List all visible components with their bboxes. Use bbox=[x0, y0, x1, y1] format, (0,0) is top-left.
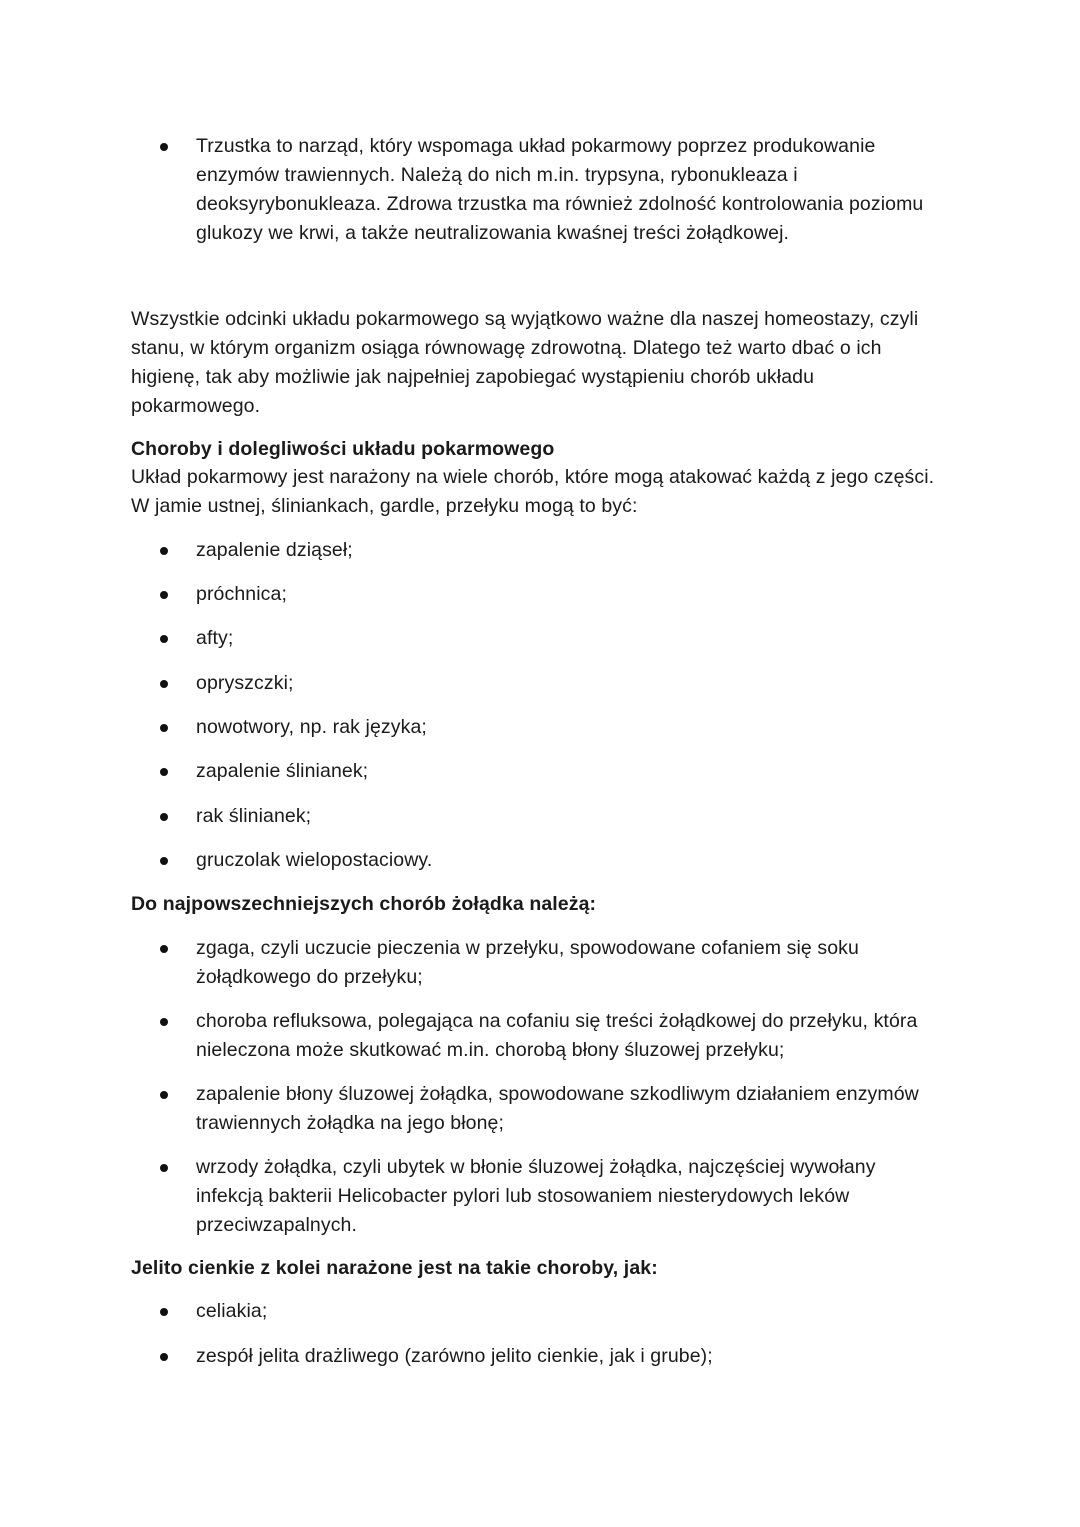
bullet-icon bbox=[160, 1164, 168, 1172]
section-heading: Do najpowszechniejszych chorób żołądka należą: bbox=[131, 893, 597, 915]
list-item-text: choroba refluksowa, polegająca na cofaniu się treści żołądkowej do przełyku, która nieleczona może skutkować m.in. chorobą błony śluzowej przełyku; bbox=[196, 1010, 918, 1061]
section-heading: Jelito cienkie z kolei narażone jest na takie choroby, jak: bbox=[131, 1257, 658, 1279]
diseases-intro-paragraph: Układ pokarmowy jest narażony na wiele chorób, które mogą atakować każdą z jego części. W jamie ustnej, śliniankach, gardle, przełyku mogą to być: bbox=[131, 466, 935, 517]
list-item-text: zgaga, czyli uczucie pieczenia w przełyku, spowodowane cofaniem się soku żołądkowego do przełyku; bbox=[196, 937, 859, 988]
bullet-icon bbox=[160, 1308, 168, 1316]
bullet-icon bbox=[160, 813, 168, 821]
list-item-text: gruczolak wielopostaciowy. bbox=[196, 849, 433, 871]
list-item-text: zapalenie dziąseł; bbox=[196, 539, 353, 561]
list-item-text: nowotwory, np. rak języka; bbox=[196, 716, 427, 738]
bullet-icon bbox=[160, 591, 168, 599]
bullet-icon bbox=[160, 1018, 168, 1026]
bullet-icon bbox=[160, 1091, 168, 1099]
pancreas-bullet-text: Trzustka to narząd, który wspomaga układ pokarmowy poprzez produkowanie enzymów trawiennych. Należą do nich m.in. trypsyna, rybonukleaza i deoksyrybonukleaza. Zdrowa trzustka ma również zdolność kontrolowania poziomu glukozy we krwi, a także neutralizowania kwaśnej treści żołądkowej. bbox=[196, 135, 924, 244]
list-item-text: afty; bbox=[196, 627, 234, 649]
list-item-text: zapalenie ślinianek; bbox=[196, 760, 369, 782]
bullet-icon bbox=[160, 857, 168, 865]
list-item-text: celiakia; bbox=[196, 1300, 268, 1322]
bullet-icon bbox=[160, 945, 168, 953]
section-heading: Choroby i dolegliwości układu pokarmowego bbox=[131, 438, 555, 460]
bullet-icon bbox=[160, 680, 168, 688]
bullet-icon bbox=[160, 143, 168, 151]
list-item-text: zespół jelita drażliwego (zarówno jelito cienkie, jak i grube); bbox=[196, 1345, 713, 1367]
bullet-icon bbox=[160, 1353, 168, 1361]
list-item-text: rak ślinianek; bbox=[196, 805, 312, 827]
list-item-text: zapalenie błony śluzowej żołądka, spowodowane szkodliwym działaniem enzymów trawiennych żołądka na jego błonę; bbox=[196, 1083, 919, 1134]
bullet-icon bbox=[160, 724, 168, 732]
homeostasis-paragraph: Wszystkie odcinki układu pokarmowego są wyjątkowo ważne dla naszej homeostazy, czyli stanu, w którym organizm osiąga równowagę zdrowotną. Dlatego też warto dbać o ich higienę, tak aby możliwie jak najpełniej zapobiegać wystąpieniu chorób układu pokarmowego. bbox=[131, 308, 919, 417]
list-item-text: opryszczki; bbox=[196, 672, 294, 694]
bullet-icon bbox=[160, 635, 168, 643]
bullet-icon bbox=[160, 768, 168, 776]
list-item-text: próchnica; bbox=[196, 583, 287, 605]
list-item-text: wrzody żołądka, czyli ubytek w błonie śluzowej żołądka, najczęściej wywołany infekcją bakterii Helicobacter pylori lub stosowaniem niesterydowych leków przeciwzapalnych. bbox=[196, 1156, 876, 1236]
bullet-icon bbox=[160, 547, 168, 555]
